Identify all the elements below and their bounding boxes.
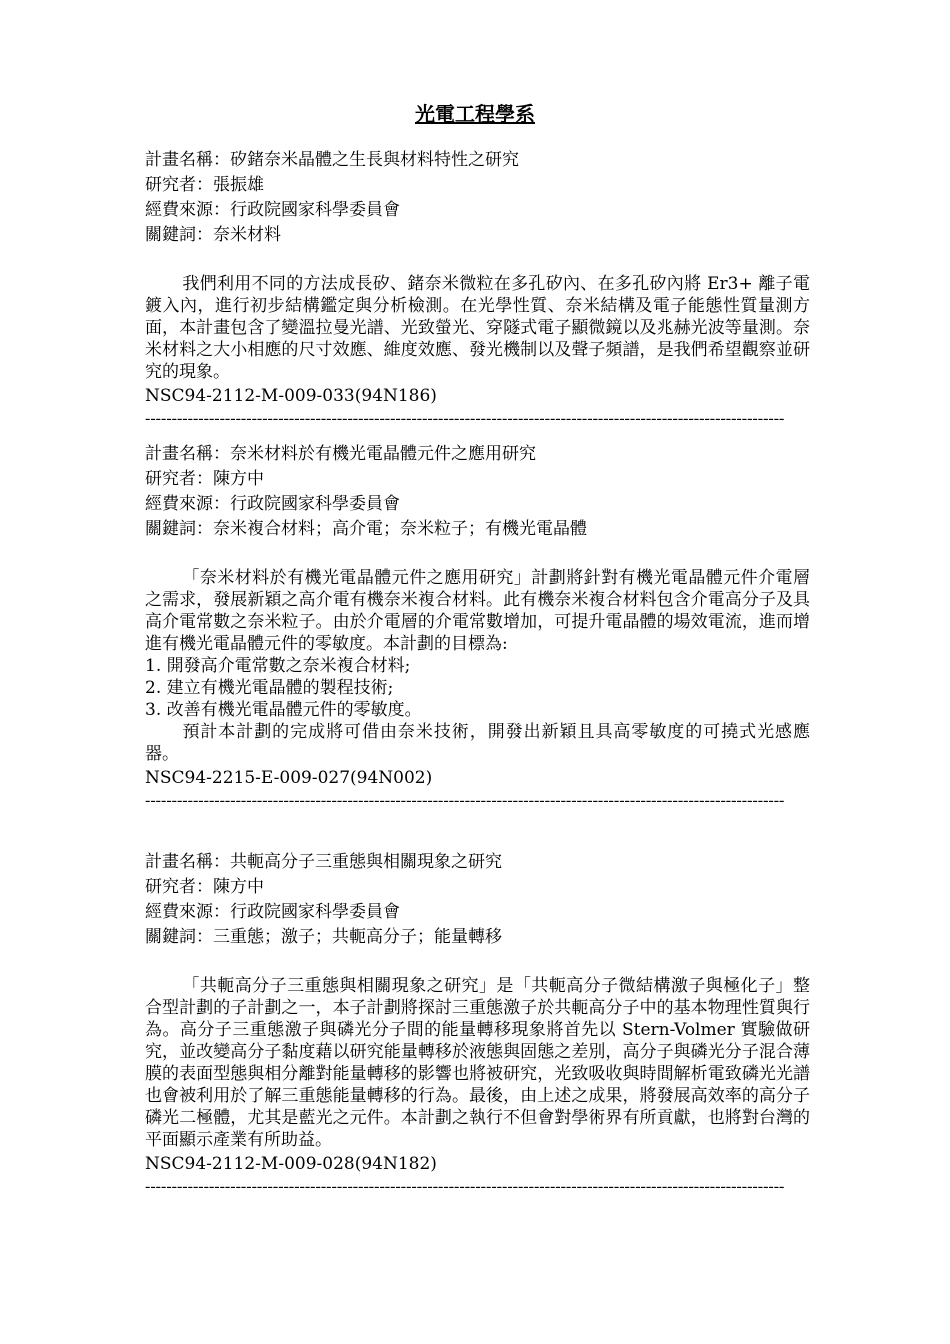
abstract-paragraph: 「共軛高分子三重態與相關現象之研究」是「共軛高分子微結構激子與極化子」整合型計劃的子計劃之一，本子計劃將探討三重態激子於共軛高分子中的基本物理性質與行為。高分子三重態激子與磷光分子間的能量轉移現象將首先以 Stern-Volmer 實驗做研究，並改變高分子黏度藉以研究能量轉移於液態與固態之差別，高分子與磷光分子混合薄膜的表面型態與相分離對能量轉移的影響也將被研究，光致吸收與時間解析電致磷光光譜也會被利用於了解三重態能量轉移的行為。最後，由上述之成果，將發展高效率的高分子磷光二極體，尤其是藍光之元件。本計劃之執行不但會對學術界有所貢獻，也將對台灣的平面顯示產業有所助益。 — [145, 976, 810, 1150]
project-name: 計畫名稱：矽鍺奈米晶體之生長與材料特性之研究 — [145, 150, 519, 170]
project-researcher: 研究者：陳方中 — [145, 469, 264, 489]
project-funding: 經費來源：行政院國家科學委員會 — [145, 200, 400, 220]
goal-list-item: 1. 開發高介電常數之奈米複合材料; — [145, 656, 411, 676]
section-divider: ------------------------------------------------------------------------------------------------------------------------ — [145, 1178, 785, 1195]
goal-list-item: 3. 改善有機光電晶體元件的零敏度。 — [145, 700, 422, 720]
project-abstract — [145, 567, 810, 765]
project-abstract — [145, 273, 810, 383]
project-researcher: 研究者：陳方中 — [145, 877, 264, 897]
project-code: NSC94-2215-E-009-027(94N002) — [145, 768, 433, 788]
project-abstract — [145, 975, 810, 1151]
project-name: 計畫名稱：共軛高分子三重態與相關現象之研究 — [145, 852, 502, 872]
project-keywords: 關鍵詞：奈米複合材料；高介電；奈米粒子；有機光電晶體 — [145, 519, 587, 539]
project-code: NSC94-2112-M-009-033(94N186) — [145, 386, 437, 406]
project-name: 計畫名稱：奈米材料於有機光電晶體元件之應用研究 — [145, 444, 536, 464]
goal-list-item: 2. 建立有機光電晶體的製程技術; — [145, 678, 394, 698]
project-funding: 經費來源：行政院國家科學委員會 — [145, 902, 400, 922]
project-keywords: 關鍵詞：三重態；激子；共軛高分子；能量轉移 — [145, 927, 502, 947]
project-code: NSC94-2112-M-009-028(94N182) — [145, 1154, 437, 1174]
project-section-2 — [145, 442, 810, 812]
project-section-1 — [145, 148, 810, 430]
closing-paragraph: 預計本計劃的完成將可借由奈米技術，開發出新穎且具高零敏度的可撓式光感應器。 — [145, 722, 810, 764]
section-divider: ------------------------------------------------------------------------------------------------------------------------ — [145, 410, 785, 427]
project-funding: 經費來源：行政院國家科學委員會 — [145, 494, 400, 514]
project-keywords: 關鍵詞：奈米材料 — [145, 225, 281, 245]
section-divider: ------------------------------------------------------------------------------------------------------------------------ — [145, 792, 785, 809]
abstract-paragraph: 「奈米材料於有機光電晶體元件之應用研究」計劃將針對有機光電晶體元件介電層之需求，發展新穎之高介電有機奈米複合材料。此有機奈米複合材料包含介電高分子及具高介電常數之奈米粒子。由於介電層的介電常數增加，可提升電晶體的場效電流，進而增進有機光電晶體元件的零敏度。本計劃的目標為: — [145, 568, 810, 654]
page-title: 光電工程學系 — [415, 102, 535, 126]
project-researcher: 研究者：張振雄 — [145, 175, 264, 195]
abstract-paragraph: 我們利用不同的方法成長矽、鍺奈米微粒在多孔矽內、在多孔矽內將 Er3+ 離子電鍍入內，進行初步結構鑑定與分析檢測。在光學性質、奈米結構及電子能態性質量測方面，本計畫包含了變溫拉曼光譜、光致螢光、穿隧式電子顯微鏡以及兆赫光波等量測。奈米材料之大小相應的尺寸效應、維度效應、發光機制以及聲子頻譜，是我們希望觀察並研究的現象。 — [145, 274, 810, 382]
project-section-3 — [145, 850, 810, 1198]
